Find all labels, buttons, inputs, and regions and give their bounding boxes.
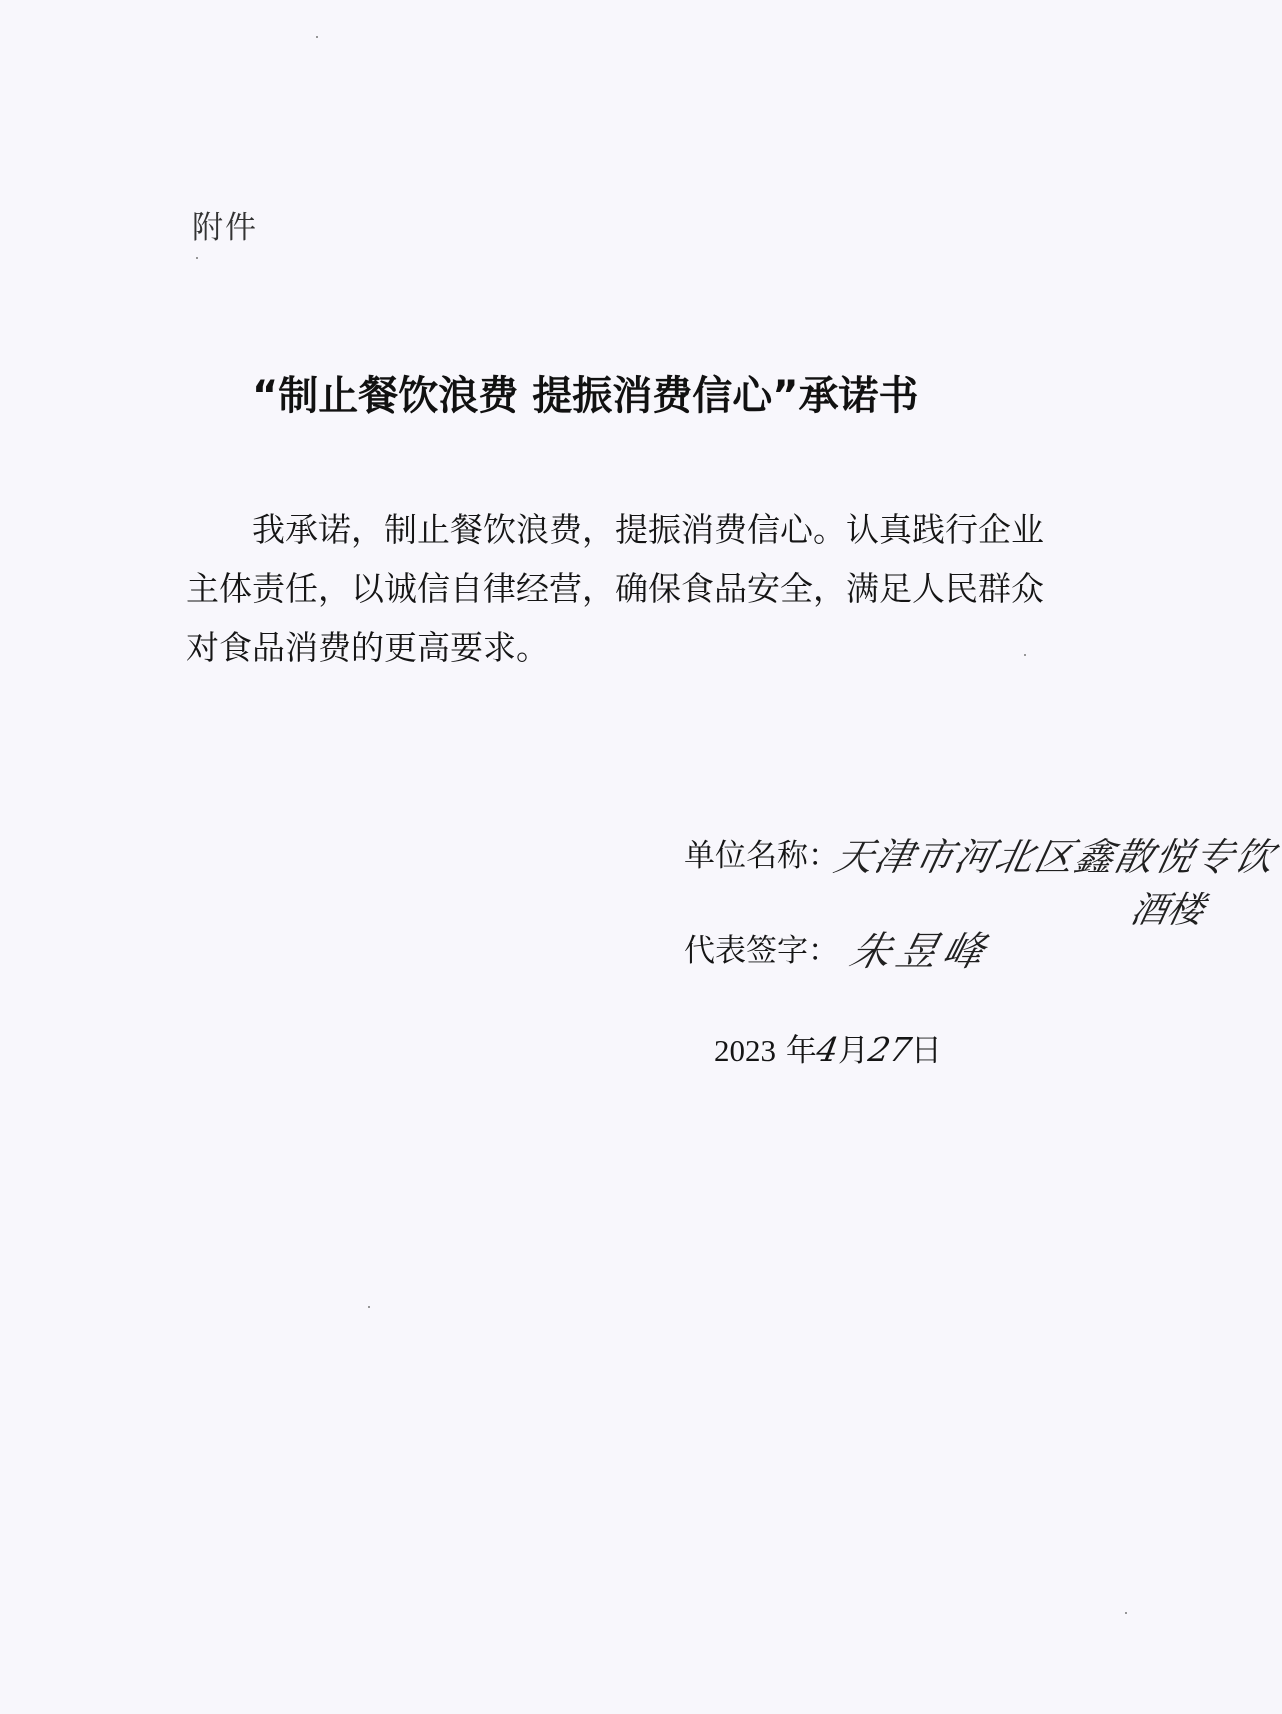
date-year: 2023 — [714, 1033, 776, 1068]
scan-speck — [196, 257, 198, 259]
date-day-unit: 日 — [910, 1033, 942, 1069]
unit-name-label: 单位名称： — [684, 838, 839, 874]
scan-speck — [1024, 654, 1026, 656]
attachment-label: 附件 — [192, 210, 258, 246]
scan-speck — [316, 36, 318, 38]
date-year-unit: 年 — [785, 1033, 817, 1069]
unit-name-handwritten-line2: 酒楼 — [1127, 890, 1208, 931]
scan-speck — [368, 1306, 370, 1308]
document-title: “制止餐饮浪费 提振消费信心”承诺书 — [252, 373, 919, 419]
commitment-body: 我承诺，制止餐饮浪费，提振消费信心。认真践行企业主体责任，以诚信自律经营，确保食品安全，满足人民群众对食品消费的更高要求。 — [186, 510, 1044, 667]
date-month: 4 — [813, 1030, 842, 1069]
scan-speck — [1125, 1612, 1127, 1614]
representative-signature-label: 代表签字： — [684, 933, 839, 969]
representative-signature: 朱昱峰 — [845, 929, 995, 975]
signing-date — [714, 1025, 942, 1070]
date-day: 27 — [865, 1030, 915, 1069]
date-month-unit: 月 — [837, 1033, 869, 1069]
unit-name-handwritten-line1: 天津市河北区鑫散悦专饮 — [830, 835, 1280, 879]
